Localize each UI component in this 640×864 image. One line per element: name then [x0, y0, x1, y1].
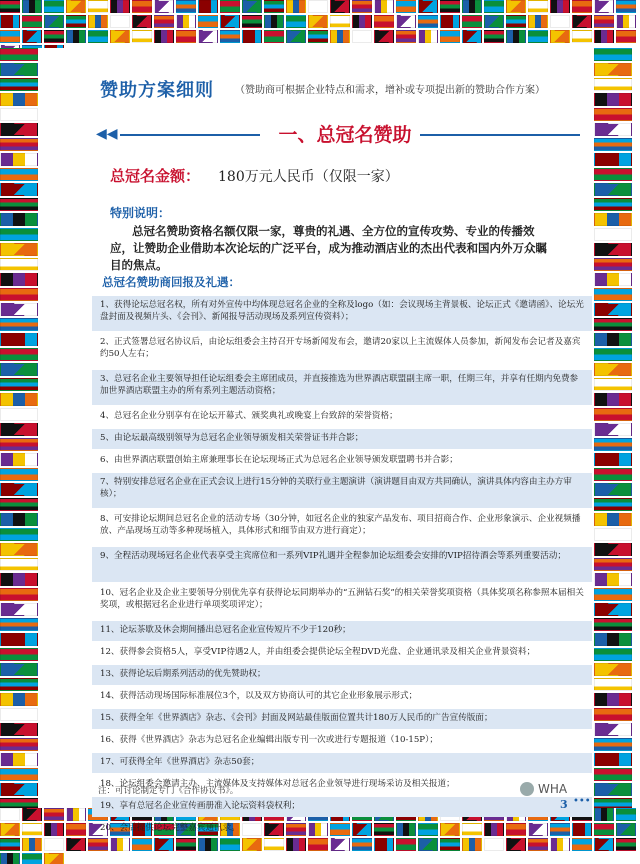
- flag-icon: [0, 498, 38, 511]
- list-item: 13、获得论坛后期系列活动的优先赞助权；: [92, 665, 592, 685]
- flag-icon: [594, 63, 632, 76]
- flag-icon: [0, 738, 38, 751]
- flag-icon: [242, 15, 262, 28]
- flag-icon: [0, 243, 38, 256]
- list-item: 9、全程活动现场冠名企业代表享受主宾席位和一系列VIP礼遇并全程参加论坛组委会安排的VIP招待酒会等系列重要活动；: [92, 547, 592, 582]
- flag-icon: [286, 15, 306, 28]
- flag-icon: [0, 603, 38, 616]
- flag-icon: [462, 15, 482, 28]
- flag-icon: [506, 30, 526, 43]
- flag-icon: [0, 588, 38, 601]
- special-note-label: 特别说明：: [110, 206, 171, 220]
- flag-icon: [0, 648, 38, 661]
- flag-icon: [594, 258, 632, 271]
- flag-icon: [0, 633, 38, 646]
- flag-icon: [594, 468, 632, 481]
- list-item: 12、获得参会资格5人，享受VIP待遇2人，并由组委会提供论坛全程DVD光盘、企业通讯录及相关企业背景资料；: [100, 647, 536, 657]
- flag-icon: [22, 30, 42, 43]
- flag-icon: [418, 0, 438, 13]
- document-page: [40, 48, 594, 833]
- flag-icon: [0, 138, 38, 151]
- flag-icon: [594, 138, 632, 151]
- flag-icon: [528, 30, 548, 43]
- flag-icon: [572, 0, 592, 13]
- flag-icon: [0, 543, 38, 556]
- flag-icon: [528, 15, 548, 28]
- banner-title: 一、总冠名赞助: [278, 124, 412, 146]
- watermark-text: WHA: [538, 782, 568, 796]
- flag-icon: [484, 30, 504, 43]
- flag-icon: [66, 838, 86, 851]
- flag-icon: [594, 483, 632, 496]
- flag-icon: [0, 93, 38, 106]
- flag-icon: [0, 15, 20, 28]
- flag-icon: [0, 528, 38, 541]
- flag-icon: [594, 153, 632, 166]
- flag-icon: [198, 0, 218, 13]
- flag-icon: [594, 753, 632, 766]
- list-item: 11、论坛茶歇及休会期间播出总冠名企业宣传短片不少于120秒；: [92, 621, 592, 641]
- flag-icon: [0, 258, 38, 271]
- flag-icon: [352, 15, 372, 28]
- flag-icon: [594, 663, 632, 676]
- flag-icon: [0, 288, 38, 301]
- rights-list: [92, 296, 592, 841]
- amount-value: 180万元人民币（仅限一家）: [218, 169, 399, 185]
- flag-icon: [132, 0, 152, 13]
- flag-icon: [396, 15, 416, 28]
- flag-icon: [594, 348, 632, 361]
- flag-icon: [0, 618, 38, 631]
- flag-icon: [0, 108, 38, 121]
- flag-icon: [0, 363, 38, 376]
- flag-icon: [616, 823, 636, 836]
- flag-icon: [0, 438, 38, 451]
- flag-icon: [594, 648, 632, 661]
- flag-icon: [374, 0, 394, 13]
- banner-line-left: [120, 134, 260, 136]
- flag-icon: [594, 633, 632, 646]
- flag-icon: [242, 30, 262, 43]
- flag-icon: [550, 15, 570, 28]
- wechat-icon: [520, 782, 534, 796]
- flag-icon: [0, 838, 20, 851]
- flag-icon: [0, 513, 38, 526]
- flag-icon: [110, 15, 130, 28]
- flag-icon: [594, 423, 632, 436]
- flag-icon: [22, 0, 42, 13]
- flag-icon: [0, 423, 38, 436]
- flag-icon: [0, 168, 38, 181]
- flag-icon: [22, 838, 42, 851]
- flag-icon: [176, 0, 196, 13]
- flag-icon: [66, 808, 86, 821]
- flag-icon: [88, 0, 108, 13]
- flag-icon: [0, 123, 38, 136]
- flag-icon: [594, 30, 614, 43]
- list-item: 15、获得全年《世界酒店》杂志、《会刊》封面及网站最佳版面位置共计180万人民币的广告宣传版面；: [92, 709, 592, 729]
- list-item: 8、可安排论坛期间总冠名企业的活动专场（30分钟，如冠名企业的独家产品发布、项目招商合作、企业形象演示、企业视频播放、产品现场互动等多种现场植入，具体形式和细节由双方进行商定）；: [100, 514, 581, 536]
- flag-icon: [594, 738, 632, 751]
- flag-icon: [594, 393, 632, 406]
- flag-icon: [0, 663, 38, 676]
- flag-icon: [594, 93, 632, 106]
- flag-icon: [132, 30, 152, 43]
- banner-line-right: [420, 134, 580, 136]
- flag-icon: [396, 0, 416, 13]
- flag-border-right: [594, 48, 640, 808]
- flag-icon: [198, 15, 218, 28]
- flag-icon: [0, 678, 38, 691]
- flag-icon: [330, 30, 350, 43]
- list-item: 3、总冠名企业主要领导担任论坛组委会主席团成员，并直接推选为世界酒店联盟副主席一职，任期三年，并享有任期内免费参加世界酒店联盟主办的所有系列主题活动资格；: [92, 370, 592, 405]
- flag-icon: [594, 808, 614, 821]
- list-item: 1、获得论坛总冠名权，所有对外宣传中均体现总冠名企业的全称及logo（如：会议现场主背景板、论坛正式《邀请函》、论坛光盘封面及视频片头、《会刊》、新闻报导活动现场及系列宣传资料）；: [92, 296, 592, 331]
- flag-icon: [616, 0, 636, 13]
- flag-icon: [528, 0, 548, 13]
- flag-icon: [44, 853, 64, 864]
- special-note-text: 总冠名赞助资格名额仅限一家，尊贵的礼遇、全方位的宣传攻势、专业的传播效应，让赞助企业借助本次论坛的广泛平台，成为推动酒店业的杰出代表和国内外万众瞩目的焦点。: [110, 224, 547, 272]
- flag-icon: [594, 678, 632, 691]
- flag-icon: [0, 468, 38, 481]
- flag-icon: [0, 318, 38, 331]
- flag-icon: [440, 30, 460, 43]
- list-item: 4、总冠名企业分别享有在论坛开幕式、颁奖典礼或晚宴上台致辞的荣誉资格；: [100, 411, 398, 421]
- flag-icon: [594, 498, 632, 511]
- flag-icon: [0, 0, 20, 13]
- flag-icon: [594, 513, 632, 526]
- chevron-decoration-icon: ◀◀: [96, 126, 118, 142]
- rights-title: 总冠名赞助商回报及礼遇：: [102, 275, 240, 289]
- list-item: 16、获得《世界酒店》杂志为总冠名企业编辑出版专刊一次或进行专题报道（10-15P）；: [100, 735, 438, 745]
- flag-icon: [440, 15, 460, 28]
- flag-icon: [572, 15, 592, 28]
- flag-icon: [0, 798, 38, 808]
- flag-icon: [154, 15, 174, 28]
- flag-icon: [594, 768, 632, 781]
- flag-icon: [594, 333, 632, 346]
- page-dots-decoration: •••: [573, 796, 591, 807]
- flag-icon: [594, 603, 632, 616]
- flag-icon: [0, 453, 38, 466]
- flag-icon: [308, 0, 328, 13]
- list-item: 2、正式签署总冠名协议后，由论坛组委会主持召开专场新闻发布会，邀请20家以上主流媒体人员参加，新闻发布会记者及嘉宾约50人左右；: [100, 337, 581, 359]
- flag-icon: [176, 15, 196, 28]
- watermark: [520, 782, 567, 796]
- list-item: 19、享有总冠名企业宣传画册准入论坛资料袋权利；: [92, 797, 592, 817]
- list-item: 5、由论坛最高级别领导为总冠名企业领导颁发相关荣誉证书并合影；: [92, 429, 592, 449]
- flag-icon: [0, 228, 38, 241]
- flag-icon: [66, 823, 86, 836]
- flag-icon: [550, 30, 570, 43]
- flag-icon: [374, 30, 394, 43]
- flag-icon: [616, 30, 636, 43]
- flag-icon: [484, 0, 504, 13]
- list-item: 14、获得活动现场国际标准展位3个，以及双方协商认可的其它企业形象展示形式；: [100, 691, 418, 701]
- flag-icon: [66, 0, 86, 13]
- flag-icon: [0, 808, 20, 821]
- flag-icon: [594, 78, 632, 91]
- flag-icon: [506, 0, 526, 13]
- footnote: 注：可讨论制定专门《合作协议书》。: [98, 786, 239, 796]
- flag-icon: [264, 0, 284, 13]
- flag-icon: [264, 30, 284, 43]
- flag-icon: [484, 15, 504, 28]
- flag-icon: [594, 823, 614, 836]
- list-item: 17、可获得全年《世界酒店》杂志50套；: [92, 753, 592, 773]
- flag-icon: [594, 318, 632, 331]
- flag-icon: [22, 808, 42, 821]
- flag-icon: [0, 198, 38, 211]
- flag-icon: [0, 783, 38, 796]
- flag-icon: [264, 15, 284, 28]
- flag-icon: [594, 123, 632, 136]
- flag-icon: [594, 783, 632, 796]
- flag-icon: [462, 30, 482, 43]
- flag-icon: [22, 15, 42, 28]
- flag-icon: [594, 378, 632, 391]
- flag-icon: [594, 838, 614, 851]
- flag-icon: [0, 48, 38, 61]
- flag-icon: [594, 15, 614, 28]
- flag-icon: [154, 0, 174, 13]
- section-title: 赞助方案细则: [100, 80, 214, 101]
- flag-icon: [0, 273, 38, 286]
- flag-icon: [594, 588, 632, 601]
- flag-icon: [0, 153, 38, 166]
- flag-icon: [220, 0, 240, 13]
- flag-icon: [418, 15, 438, 28]
- flag-icon: [572, 30, 592, 43]
- flag-icon: [594, 618, 632, 631]
- flag-icon: [0, 408, 38, 421]
- flag-icon: [132, 15, 152, 28]
- flag-icon: [44, 30, 64, 43]
- flag-icon: [594, 453, 632, 466]
- flag-icon: [44, 0, 64, 13]
- flag-icon: [110, 0, 130, 13]
- flag-icon: [0, 768, 38, 781]
- flag-icon: [594, 558, 632, 571]
- flag-icon: [616, 838, 636, 851]
- list-item: 18、论坛组委会邀请主办、主流媒体及支持媒体对总冠名企业领导进行现场采访及相关报道；: [100, 779, 455, 789]
- flag-icon: [0, 63, 38, 76]
- flag-icon: [0, 30, 20, 43]
- flag-icon: [0, 853, 20, 864]
- flag-icon: [0, 823, 20, 836]
- flag-border-left: [0, 48, 40, 808]
- flag-icon: [352, 30, 372, 43]
- flag-icon: [44, 808, 64, 821]
- flag-icon: [594, 288, 632, 301]
- flag-icon: [594, 273, 632, 286]
- flag-icon: [594, 798, 632, 808]
- flag-icon: [462, 0, 482, 13]
- flag-icon: [44, 15, 64, 28]
- flag-icon: [594, 723, 632, 736]
- flag-icon: [594, 573, 632, 586]
- flag-icon: [88, 15, 108, 28]
- flag-icon: [594, 243, 632, 256]
- flag-icon: [0, 303, 38, 316]
- flag-icon: [0, 753, 38, 766]
- flag-icon: [594, 183, 632, 196]
- flag-icon: [0, 333, 38, 346]
- flag-icon: [616, 15, 636, 28]
- flag-icon: [594, 363, 632, 376]
- flag-icon: [0, 708, 38, 721]
- flag-icon: [242, 0, 262, 13]
- flag-icon: [44, 838, 64, 851]
- flag-icon: [22, 823, 42, 836]
- flag-border-top: [0, 0, 640, 48]
- flag-icon: [330, 0, 350, 13]
- flag-icon: [110, 30, 130, 43]
- flag-icon: [616, 808, 636, 821]
- sponsorship-banner: [90, 120, 590, 150]
- flag-icon: [154, 30, 174, 43]
- flag-icon: [594, 708, 632, 721]
- flag-icon: [440, 0, 460, 13]
- flag-icon: [594, 168, 632, 181]
- list-item: 10、冠名企业及企业主要领导分别优先享有获得论坛同期举办的“五洲钻石奖”的相关荣誉奖项资格（具体奖项名称参照本届相关奖项，或根据冠名企业进行单项奖项评定）；: [100, 588, 584, 610]
- flag-icon: [0, 348, 38, 361]
- flag-icon: [22, 853, 42, 864]
- flag-icon: [330, 15, 350, 28]
- flag-icon: [550, 0, 570, 13]
- flag-icon: [308, 15, 328, 28]
- page-number: 3: [560, 798, 568, 811]
- amount-label: 总冠名金额：: [110, 167, 201, 185]
- flag-icon: [594, 693, 632, 706]
- flag-icon: [594, 108, 632, 121]
- flag-icon: [0, 213, 38, 226]
- flag-icon: [594, 528, 632, 541]
- flag-icon: [176, 30, 196, 43]
- flag-icon: [220, 15, 240, 28]
- flag-icon: [286, 0, 306, 13]
- flag-icon: [0, 78, 38, 91]
- flag-icon: [594, 543, 632, 556]
- flag-icon: [0, 378, 38, 391]
- flag-icon: [0, 183, 38, 196]
- flag-icon: [198, 30, 218, 43]
- flag-icon: [594, 0, 614, 13]
- flag-icon: [66, 30, 86, 43]
- flag-icon: [418, 30, 438, 43]
- flag-icon: [594, 408, 632, 421]
- list-item: 7、特别安排总冠名企业在正式会议上进行15分钟的关联行业主题演讲（演讲题目由双方共同确认，演讲具体内容由主办方审核）；: [92, 473, 592, 508]
- flag-icon: [594, 303, 632, 316]
- flag-icon: [594, 213, 632, 226]
- flag-icon: [220, 30, 240, 43]
- section-subtitle: （赞助商可根据企业特点和需求，增补或专项提出新的赞助合作方案）: [235, 85, 545, 96]
- flag-icon: [0, 393, 38, 406]
- flag-icon: [0, 483, 38, 496]
- flag-icon: [374, 15, 394, 28]
- flag-icon: [396, 30, 416, 43]
- flag-icon: [0, 558, 38, 571]
- list-item: 6、由世界酒店联盟创始主席兼理事长在论坛现场正式为总冠名企业领导颁发联盟聘书并合影；: [100, 455, 458, 465]
- flag-icon: [594, 48, 632, 61]
- flag-icon: [352, 0, 372, 13]
- flag-icon: [88, 30, 108, 43]
- flag-icon: [286, 30, 306, 43]
- flag-icon: [0, 693, 38, 706]
- flag-icon: [0, 573, 38, 586]
- flag-icon: [66, 15, 86, 28]
- flag-icon: [594, 228, 632, 241]
- flag-icon: [594, 438, 632, 451]
- flag-icon: [308, 30, 328, 43]
- flag-icon: [594, 198, 632, 211]
- flag-icon: [0, 723, 38, 736]
- flag-icon: [44, 823, 64, 836]
- list-item: 20、会后提供论坛完整嘉宾通讯录。: [100, 823, 240, 833]
- flag-icon: [506, 15, 526, 28]
